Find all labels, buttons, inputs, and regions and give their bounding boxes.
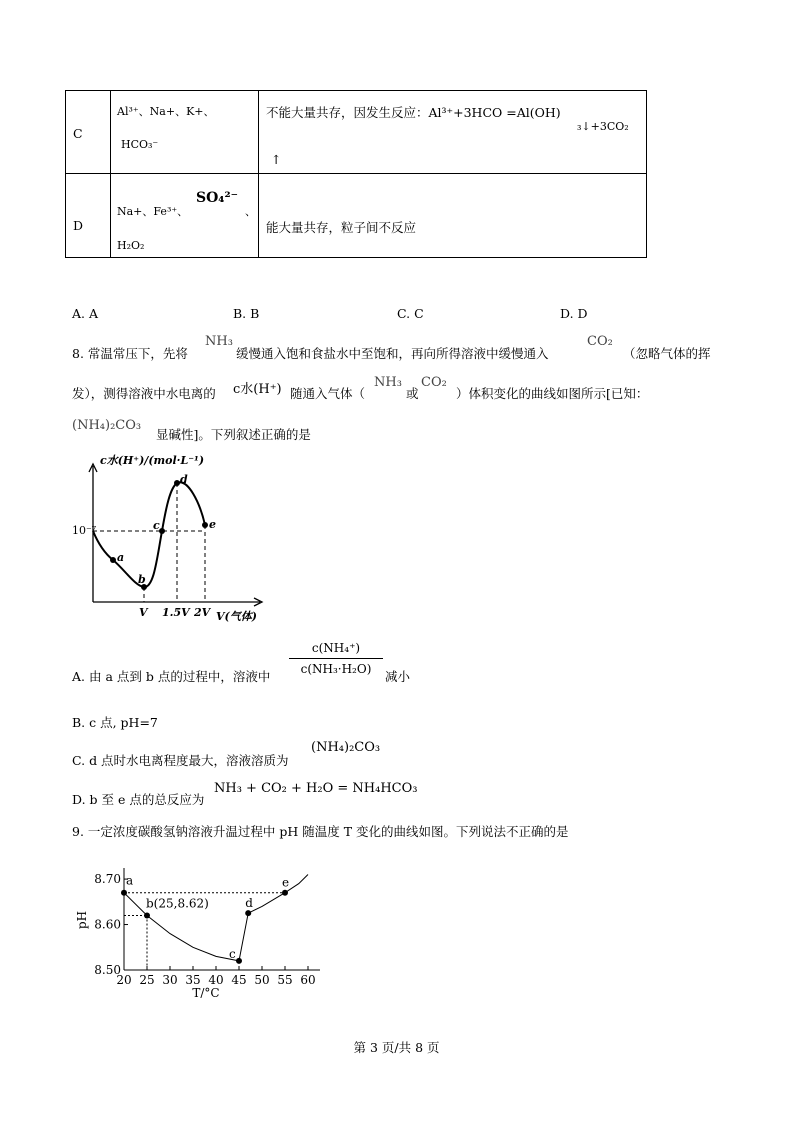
option-c-text: C. d 点时水电离程度最大，溶液溶质为 xyxy=(72,753,289,768)
x-tick-label: 30 xyxy=(162,973,178,987)
fraction-denominator: c(NH₃·H₂O) xyxy=(289,658,383,676)
point-label: a xyxy=(117,551,125,564)
option-c: C. C xyxy=(397,306,424,321)
x-tick-label: 60 xyxy=(300,973,316,987)
table-border-bottom xyxy=(65,257,647,258)
x-tick-label: 2V xyxy=(194,606,211,619)
point-label: b xyxy=(138,573,146,586)
question-8-text: 或 xyxy=(406,386,419,401)
x-tick-label: 45 xyxy=(231,973,247,987)
question-8-text: 显碱性]。下列叙述正确的是 xyxy=(156,427,311,442)
point-label: e xyxy=(282,875,290,890)
table-col-divider-2 xyxy=(258,90,259,258)
page-number: 第 3 页/共 8 页 xyxy=(353,1040,440,1055)
chart-curve xyxy=(93,482,205,587)
formula-nh3: NH₃ xyxy=(205,334,233,349)
chart-y-label: c水(H⁺)/(mol·L⁻¹) xyxy=(100,454,205,467)
judgment-tail: ₃↓+3CO₂ xyxy=(577,120,629,133)
ion-formula: H₂O₂ xyxy=(117,239,145,252)
point-label: d xyxy=(245,896,253,911)
point-c xyxy=(159,528,165,534)
table-col-divider-1 xyxy=(110,90,111,258)
point-label: e xyxy=(209,518,216,531)
ion-list: Na+、Fe³⁺、 xyxy=(117,205,189,218)
ph-curve xyxy=(124,875,308,961)
x-tick-label: 1.5V xyxy=(162,606,190,619)
formula-nh3: NH₃ xyxy=(374,375,402,390)
data-point xyxy=(121,890,127,896)
question-8-text: 随通入气体（ xyxy=(290,386,366,401)
option-b-text: B. c 点, pH=7 xyxy=(72,715,158,730)
option-a: A. A xyxy=(72,306,99,321)
x-axis-label: T/°C xyxy=(192,986,220,1000)
y-tick-label: 8.70 xyxy=(94,872,121,887)
row-label: C xyxy=(73,126,83,141)
concentration-fraction xyxy=(289,641,383,676)
option-d-text: D. b 至 e 点的总反应为 xyxy=(72,792,205,807)
formula-ammonium-carbonate: (NH₄)₂CO₃ xyxy=(311,740,381,755)
x-tick-label: V xyxy=(139,606,148,619)
ion-list: Al³⁺、Na+、K+、 xyxy=(117,105,215,118)
y-tick-label: 10⁻⁷ xyxy=(72,524,97,537)
formula-co2: CO₂ xyxy=(587,334,613,349)
point-label: b(25,8.62) xyxy=(146,896,209,911)
formula-ammonium-carbonate: (NH₄)₂CO₃ xyxy=(72,418,142,433)
ion-formula: HCO₃⁻ xyxy=(121,138,159,151)
formula-c-water-h: c水(H⁺) xyxy=(233,382,282,397)
row-label: D xyxy=(73,218,84,233)
table-border-top xyxy=(65,90,647,91)
point-label: d xyxy=(180,473,188,486)
question-9-text: 9. 一定浓度碳酸氢钠溶液升温过程中 pH 随温度 T 变化的曲线如图。下列说法不正确的是 xyxy=(72,824,569,839)
table-border-left xyxy=(65,90,66,258)
x-tick-label: 25 xyxy=(139,973,155,987)
option-d: D. D xyxy=(560,306,588,321)
data-point xyxy=(282,890,288,896)
y-tick-label: 8.60 xyxy=(94,917,121,932)
x-tick-label: 35 xyxy=(185,973,201,987)
point-a xyxy=(110,557,116,563)
fraction-numerator: c(NH₄⁺) xyxy=(311,641,361,655)
judgment-text: 不能大量共存，因发生反应：Al³⁺+3HCO =Al(OH) xyxy=(266,105,561,120)
y-axis-label: pH xyxy=(75,910,89,930)
x-tick-label: 55 xyxy=(277,973,293,987)
data-point xyxy=(236,958,242,964)
table-border-right xyxy=(646,90,647,258)
x-axis-label: V(气体) xyxy=(216,610,257,623)
sulfate-formula: SO₄²⁻ xyxy=(196,190,238,206)
table-row-divider xyxy=(65,173,647,174)
judgment-text: 能大量共存，粒子间不反应 xyxy=(266,220,417,235)
option-a-text: A. 由 a 点到 b 点的过程中，溶液中 xyxy=(72,669,271,684)
x-tick-label: 40 xyxy=(208,973,224,987)
data-point xyxy=(245,910,251,916)
ion-separator: 、 xyxy=(245,205,256,218)
question-8-text: 8. 常温常压下，先将 xyxy=(72,346,188,361)
question-8-text: （忽略气体的挥 xyxy=(623,346,711,361)
question-8-text: ）体积变化的曲线如图所示[已知： xyxy=(456,386,649,401)
water-ionization-chart xyxy=(70,448,270,628)
ion-coexistence-table xyxy=(65,90,647,258)
option-a-suffix: 减小 xyxy=(385,669,411,684)
ph-temperature-chart xyxy=(72,858,332,1008)
point-label: a xyxy=(126,873,134,888)
x-tick-label: 20 xyxy=(116,973,132,987)
point-e xyxy=(202,522,208,528)
formula-co2: CO₂ xyxy=(421,375,447,390)
question-8-text: 缓慢通入饱和食盐水中至饱和，再向所得溶液中缓慢通入 xyxy=(236,346,549,361)
point-label: c xyxy=(153,519,160,532)
x-tick-label: 50 xyxy=(254,973,270,987)
option-b: B. B xyxy=(233,306,260,321)
y-tick-label: 8.50 xyxy=(94,963,121,977)
gas-arrow: ↑ xyxy=(271,152,282,167)
question-8-text: 发），测得溶液中水电离的 xyxy=(72,386,216,401)
point-label: c xyxy=(229,946,236,961)
overall-reaction-equation: NH₃ + CO₂ + H₂O = NH₄HCO₃ xyxy=(214,781,418,796)
data-point xyxy=(144,912,150,918)
